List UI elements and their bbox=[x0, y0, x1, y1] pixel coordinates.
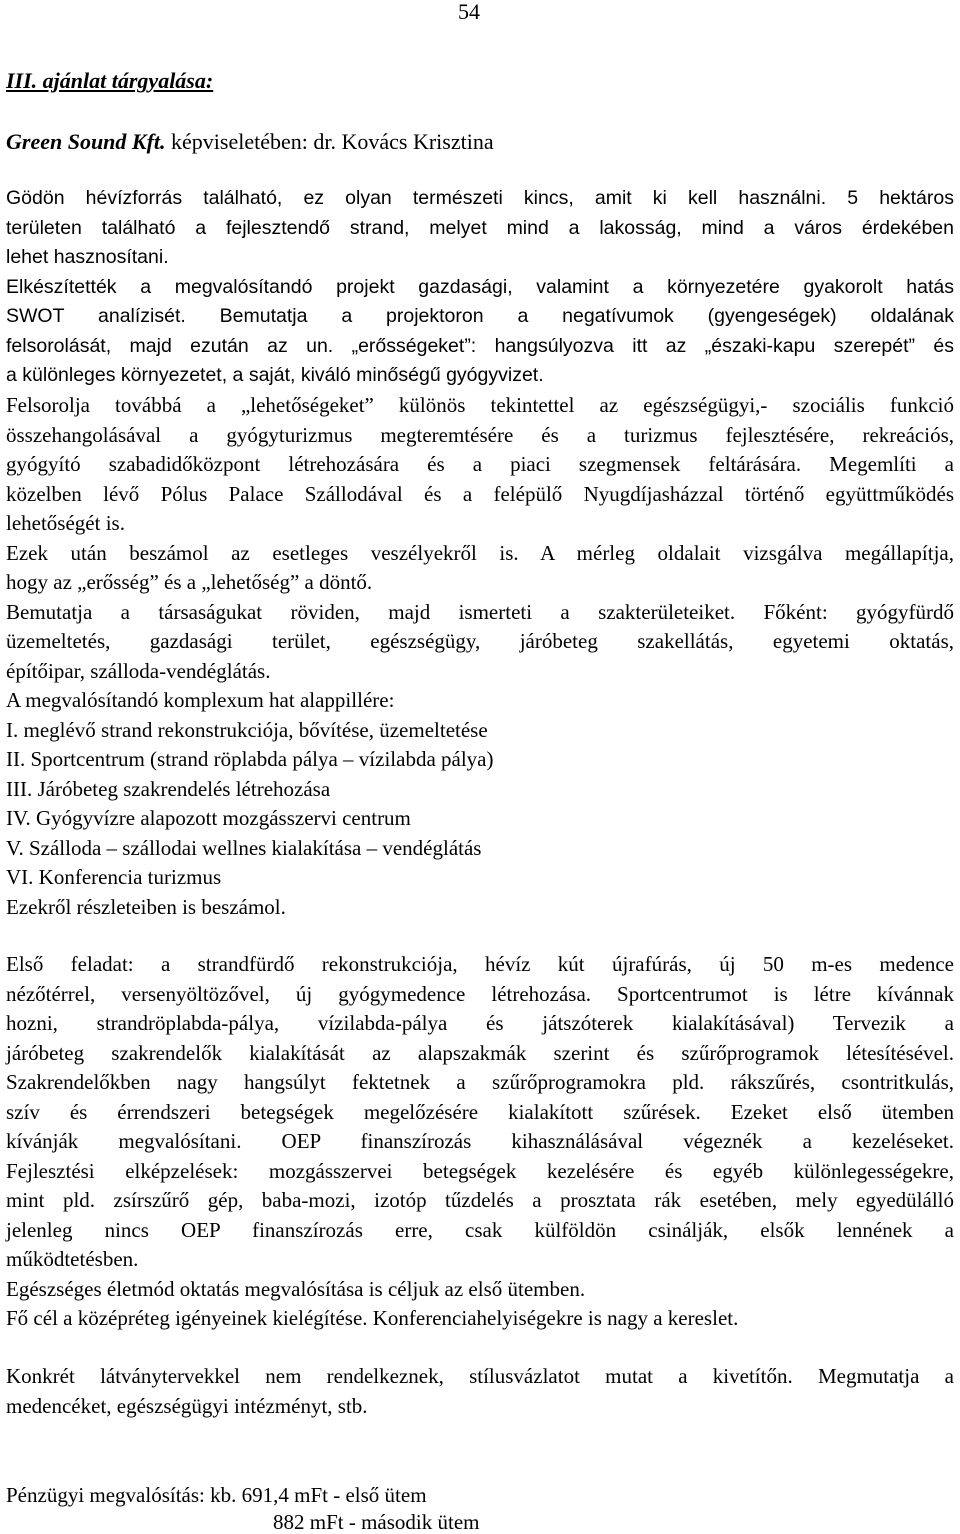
text-line: Ezek után beszámol az esetleges veszélyekről is. A mérleg oldalait vizsgálva megállapítja, bbox=[6, 540, 954, 565]
text-line: Első feladat: a strandfürdő rekonstrukciója, hévíz kút újrafúrás, új 50 m-es medence bbox=[6, 952, 954, 976]
text-line: Bemutatja a társaságukat röviden, majd ismerteti a szakterületeiket. Főként: gyógyfürdő bbox=[6, 599, 954, 624]
text-line: A megvalósítandó komplexum hat alappillére: bbox=[6, 688, 395, 712]
text-line: medencéket, egészségügyi intézményt, stb. bbox=[6, 1393, 368, 1418]
text-line: működtetésben. bbox=[6, 1247, 139, 1271]
visual-plans-paragraph bbox=[6, 1362, 954, 1421]
text-line: építőipar, szálloda-vendéglátás. bbox=[6, 658, 271, 683]
presentation-paragraphs bbox=[6, 391, 954, 922]
text-line: hozni, strandröplabda-pálya, vízilabda-pálya és játszóterek kialakításával) Tervezik a bbox=[6, 1011, 954, 1035]
text-line: Egészséges életmód oktatás megvalósítása is céljuk az első ütemben. bbox=[6, 1276, 586, 1301]
intro-paragraphs bbox=[6, 184, 954, 391]
text-line: területen található a fejlesztendő strand, melyet mind a lakosság, mind a város érdekében bbox=[6, 216, 954, 239]
text-line: jelenleg nincs OEP finanszírozás erre, csak külföldön csinálják, elsők lennének a bbox=[6, 1217, 954, 1242]
text-line: Konkrét látványtervekkel nem rendelkeznek, stílusvázlatot mutat a kivetítőn. Megmutatja a bbox=[6, 1364, 954, 1388]
list-item: IV. Gyógyvízre alapozott mozgásszervi centrum bbox=[6, 806, 411, 830]
list-item: II. Sportcentrum (strand röplabda pálya – vízilabda pálya) bbox=[6, 747, 494, 771]
text-line: hogy az „erősség” és a „lehetőség” a döntő. bbox=[6, 570, 373, 594]
company-name: Green Sound Kft. bbox=[6, 129, 166, 154]
text-line: közelben lévő Pólus Palace Szállodával és a felépülő Nyugdíjasházzal történő együttműködés bbox=[6, 481, 954, 506]
text-line: járóbeteg szakrendelők kialakítását az alapszakmák szerint és szűrőprogramok létesítésével. bbox=[6, 1040, 954, 1065]
text-line: Szakrendelőkben nagy hangsúlyt fektetnek a szűrőprogramokra pld. rákszűrés, csontritkulás, bbox=[6, 1070, 954, 1094]
text-line: Gödön hévízforrás található, ez olyan természeti kincs, amit ki kell használni. 5 hektáros bbox=[6, 187, 954, 209]
finance-first-phase: Pénzügyi megvalósítás: kb. 691,4 mFt - első ütem bbox=[6, 1483, 427, 1507]
text-line: mint pld. zsírszűrő gép, baba-mozi, izotóp tűzdelés a prosztata rák esetében, mely egyedülálló bbox=[6, 1188, 954, 1212]
text-line: nézőtérrel, versenyöltözővel, új gyógymedence létrehozása. Sportcentrumot is létre kívánnak bbox=[6, 981, 954, 1006]
text-line: Ezekről részleteiben is beszámol. bbox=[6, 894, 286, 919]
text-line: összehangolásával a gyógyturizmus megteremtésére és a turizmus fejlesztésére, rekreációs, bbox=[6, 422, 954, 447]
text-line: Elkészítették a megvalósítandó projekt gazdasági, valamint a környezetére gyakorolt hatás bbox=[6, 275, 954, 298]
text-line: Felsorolja továbbá a „lehetőségeket” különös tekintettel az egészségügyi,- szociális funkció bbox=[6, 393, 954, 417]
finance-second-phase: 882 mFt - második ütem bbox=[273, 1510, 480, 1534]
list-item: I. meglévő strand rekonstrukciója, bővítése, üzemeltetése bbox=[6, 717, 488, 742]
text-line: üzemeltetés, gazdasági terület, egészségügy, járóbeteg szakellátás, egyetemi oktatás, bbox=[6, 629, 954, 653]
text-line: szív és érrendszeri betegségek megelőzésére kialakított szűrések. Ezeket első ütemben bbox=[6, 1099, 954, 1124]
text-line: SWOT analízisét. Bemutatja a projektoron a negatívumok (gyengeségek) oldalának bbox=[6, 305, 954, 327]
text-line: gyógyító szabadidőközpont létrehozására és a piaci szegmensek feltárására. Megemlíti a bbox=[6, 452, 954, 476]
text-line: Fő cél a középréteg igényeinek kielégítése. Konferenciahelyiségekre is nagy a kereslet. bbox=[6, 1306, 739, 1330]
section-heading: III. ajánlat tárgyalása: bbox=[6, 68, 214, 93]
text-line: a különleges környezetet, a saját, kiváló minőségű gyógyvizet. bbox=[6, 364, 544, 386]
text-line: lehetőségét is. bbox=[6, 511, 125, 535]
presenter-line bbox=[6, 128, 494, 156]
text-line: felsorolását, majd ezután az un. „erősségeket”: hangsúlyozva itt az „északi-kapu szerepét” és bbox=[6, 334, 954, 357]
first-task-paragraphs bbox=[6, 950, 954, 1334]
page-number: 54 bbox=[458, 0, 480, 24]
text-line: kívánják megvalósítani. OEP finanszírozás kihasználásával végeznék a kezeléseket. bbox=[6, 1129, 954, 1153]
list-item: V. Szálloda – szállodai wellnes kialakítása – vendéglátás bbox=[6, 835, 482, 860]
presenter-text: képviseletében: dr. Kovács Krisztina bbox=[165, 129, 494, 154]
text-line: Fejlesztési elképzelések: mozgásszervei betegségek kezelésére és egyéb különlegességekre, bbox=[6, 1158, 954, 1183]
list-item: VI. Konferencia turizmus bbox=[6, 865, 222, 889]
text-line: lehet hasznosítani. bbox=[6, 246, 169, 268]
list-item: III. Járóbeteg szakrendelés létrehozása bbox=[6, 776, 331, 801]
